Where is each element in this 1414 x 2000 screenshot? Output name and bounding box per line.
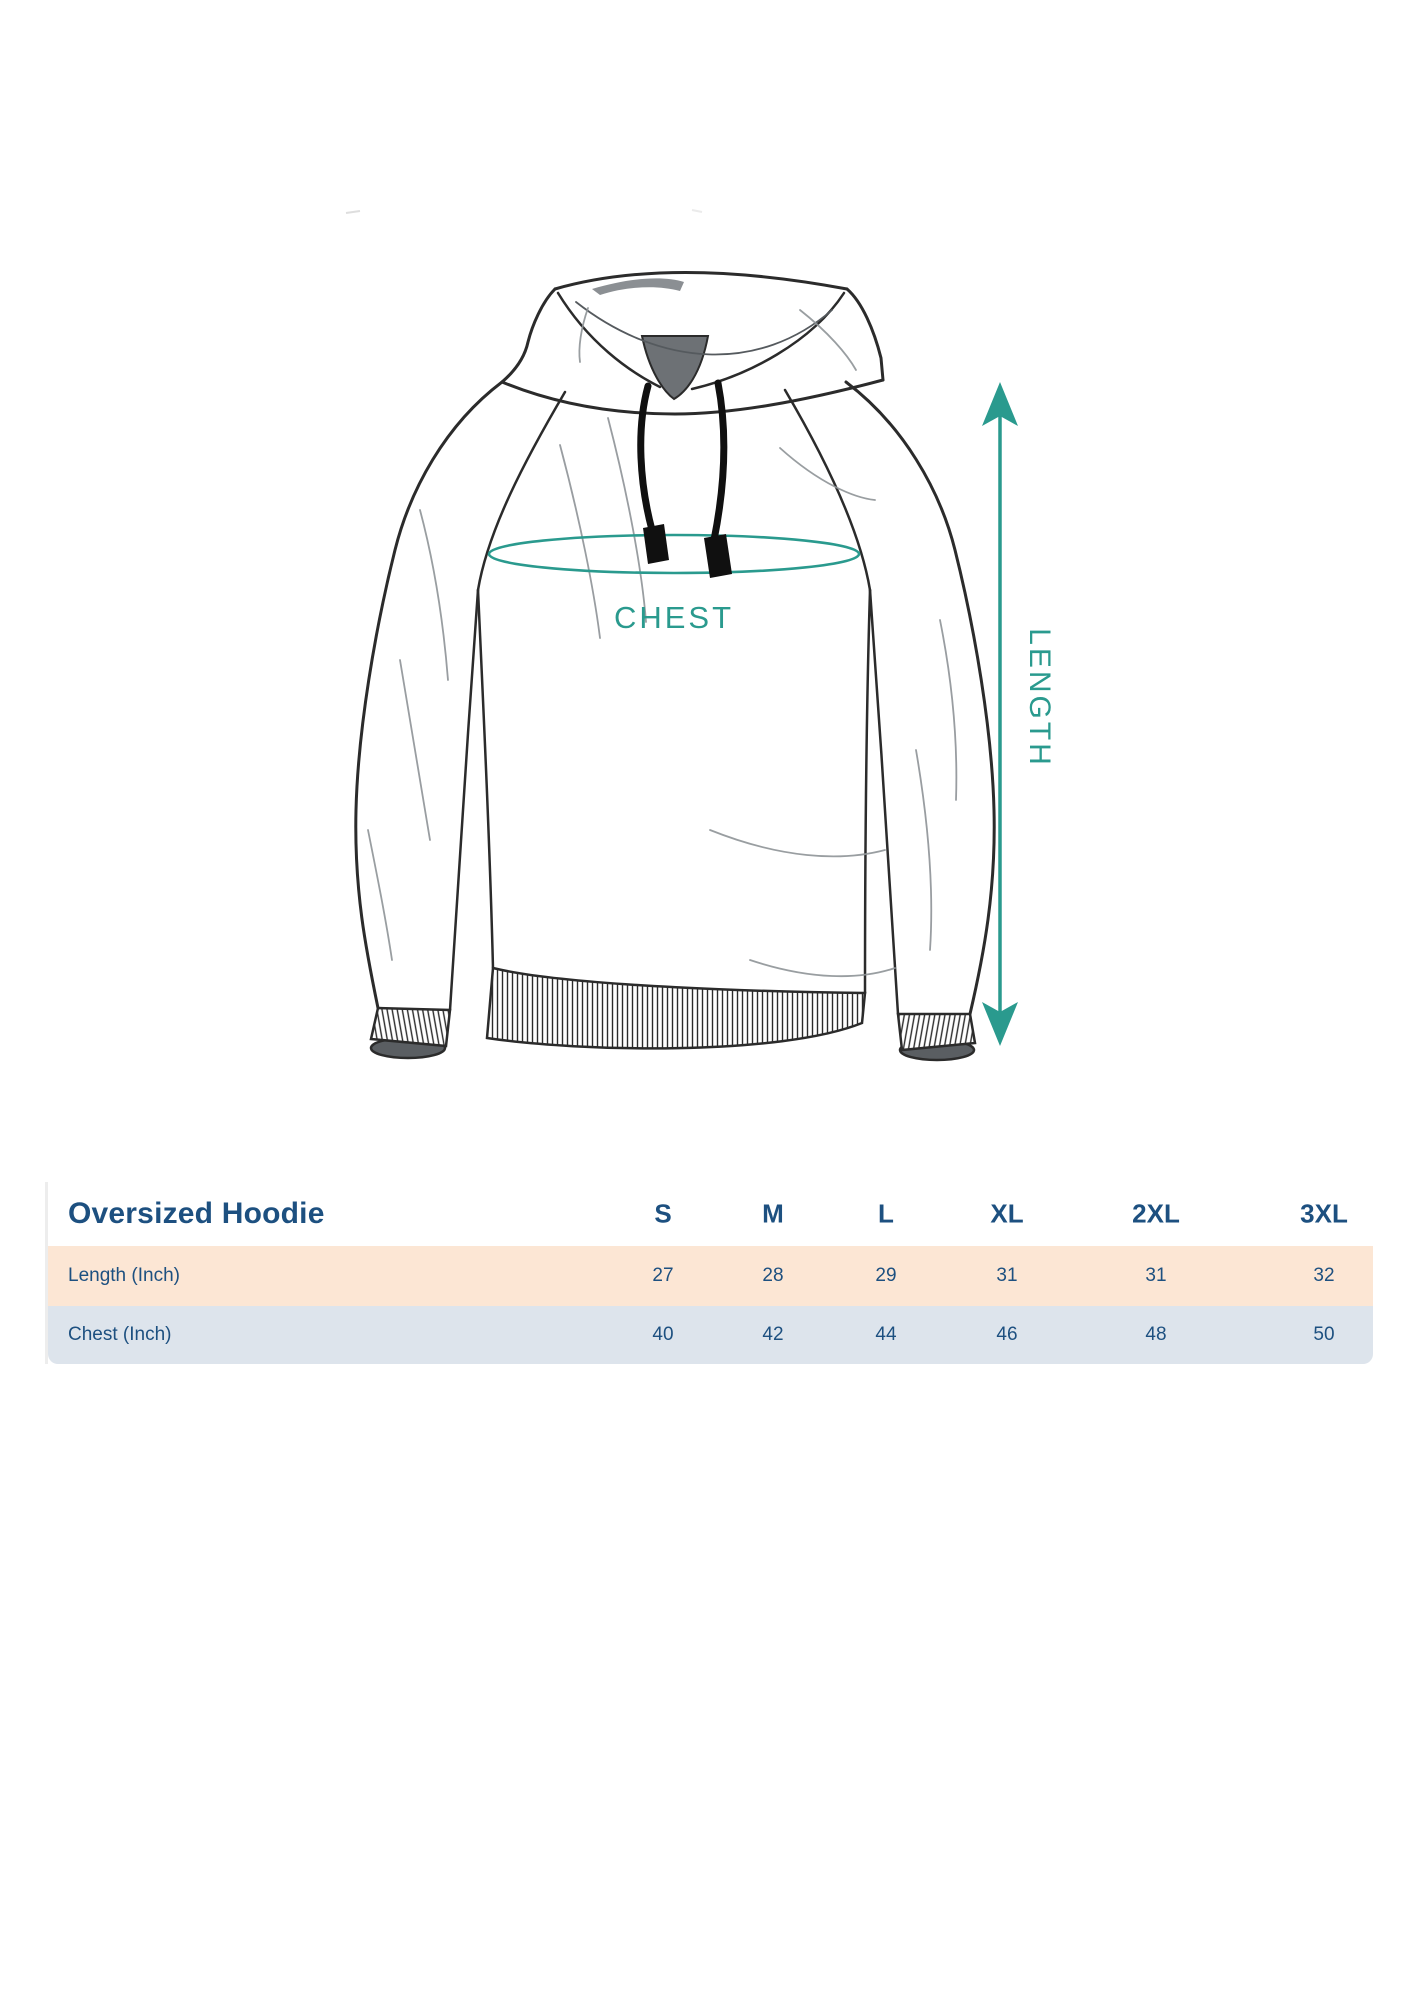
- length-label: LENGTH: [1023, 628, 1056, 768]
- length-value-l: 29: [875, 1265, 897, 1286]
- length-value-3xl: 32: [1313, 1265, 1335, 1286]
- column-header-xl: XL: [990, 1198, 1024, 1229]
- chest-value-xl: 46: [996, 1324, 1018, 1345]
- chest-value-s: 40: [652, 1324, 674, 1345]
- length-value-s: 27: [652, 1265, 674, 1286]
- hoodie-illustration: [240, 190, 1100, 1110]
- chest-label: CHEST: [613, 600, 735, 635]
- size-chart-title: Oversized Hoodie: [68, 1197, 325, 1230]
- length-value-xl: 31: [996, 1265, 1018, 1286]
- column-header-s: S: [654, 1198, 672, 1229]
- length-value-2xl: 31: [1145, 1265, 1167, 1286]
- length-row-label: Length (Inch): [68, 1265, 180, 1286]
- scan-artifacts: [346, 210, 702, 213]
- right-cuff: [898, 1014, 975, 1060]
- left-cuff: [371, 1008, 450, 1058]
- size-chart-header-row: [48, 1182, 1373, 1246]
- chest-value-3xl: 50: [1313, 1324, 1335, 1345]
- length-row: [48, 1246, 1373, 1306]
- chest-value-m: 42: [762, 1324, 784, 1345]
- column-header-2xl: 2XL: [1132, 1198, 1180, 1229]
- chest-value-2xl: 48: [1145, 1324, 1167, 1345]
- size-chart-table: [45, 1182, 1373, 1364]
- hoodie-measurement-diagram: [240, 190, 1100, 1110]
- column-header-m: M: [762, 1198, 784, 1229]
- length-value-m: 28: [762, 1265, 784, 1286]
- chest-row-label: Chest (Inch): [68, 1324, 172, 1345]
- column-header-l: L: [878, 1198, 894, 1229]
- chest-value-l: 44: [875, 1324, 897, 1345]
- chest-row: [48, 1306, 1373, 1364]
- column-header-3xl: 3XL: [1300, 1198, 1348, 1229]
